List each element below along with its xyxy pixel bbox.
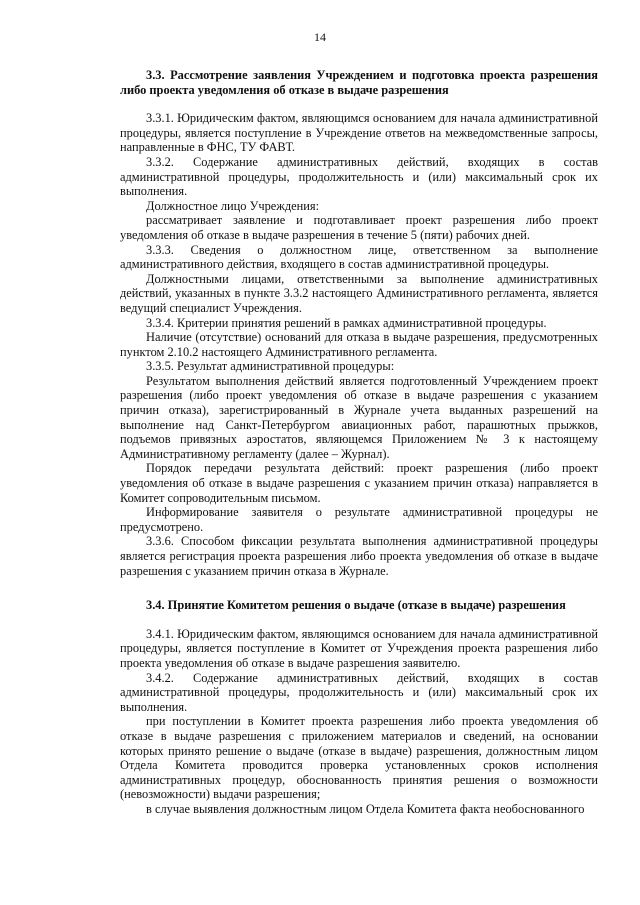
paragraph: Результатом выполнения действий является подготовленный Учреждением проект разрешения (либо проект уведомления об отказе в выдаче разрешения с указанием причин отказа), зарегистрированный в Журнале учета выданных разрешений на выполнение над Санкт-Петербургом авиационных работ, парашютных прыжков, подъемов привязных аэростатов, являющемся Приложением № 3 к настоящему Административному регламенту (далее – Журнал). (120, 373, 598, 461)
paragraph: в случае выявления должностным лицом Отдела Комитета факта необоснованного (146, 801, 585, 816)
page-number: 14 (314, 30, 326, 44)
document-body (120, 68, 598, 817)
section-heading-3-3: 3.3. Рассмотрение заявления Учреждением и подготовка проекта разрешения либо проекта уведомления об отказе в выдаче разрешения (120, 68, 598, 97)
paragraph: 3.3.4. Критерии принятия решений в рамках административной процедуры. (146, 315, 547, 330)
paragraph: 3.3.3. Сведения о должностном лице, ответственном за выполнение административного действия, входящего в состав административной процедуры. (120, 242, 598, 272)
paragraph: Должностное лицо Учреждения: (146, 198, 320, 213)
paragraph: 3.3.1. Юридическим фактом, являющимся основанием для начала административной процедуры, является поступление в Учреждение ответов на межведомственные запросы, направленные в ФНС, ТУ ФАВТ. (120, 111, 598, 155)
paragraph: 3.3.5. Результат административной процедуры: (146, 359, 395, 374)
paragraph: 3.3.6. Способом фиксации результата выполнения административной процедуры является регистрация проекта разрешения либо проекта уведомления об отказе в выдаче разрешения с указанием причин отказа в Журнале. (120, 534, 598, 578)
paragraph: при поступлении в Комитет проекта разрешения либо проекта уведомления об отказе в выдаче разрешения с приложением материалов и сведений, на основании которых принято решение о выдаче (отказе в выдаче) разрешения, должностным лицом Отдела Комитета проводится проверка установленных сроков исполнения административных процедур, обоснованность принятия решения о возможности (невозможности) выдачи разрешения; (120, 714, 598, 802)
paragraph: Информирование заявителя о результате административной процедуры не предусмотрено. (120, 505, 598, 534)
paragraph: 3.4.1. Юридическим фактом, являющимся основанием для начала административной процедуры, является поступление в Комитет от Учреждения проекта разрешения либо проекта уведомления об отказе в выдаче разрешения заявителю. (120, 626, 598, 670)
paragraph: 3.4.2. Содержание административных действий, входящих в состав административной процедуры, продолжительность и (или) максимальный срок их выполнения. (120, 670, 598, 714)
paragraph: Наличие (отсутствие) оснований для отказа в выдаче разрешения, предусмотренных пунктом 2.10.2 настоящего Административного регламента. (120, 330, 598, 359)
paragraph: Должностными лицами, ответственными за выполнение административных действий, указанных в пункте 3.3.2 настоящего Административного регламента, является ведущий специалист Учреждения. (120, 271, 598, 315)
paragraph: Порядок передачи результата действий: проект разрешения (либо проект уведомления об отказе в выдаче разрешения с указанием причин отказа) направляется в Комитет сопроводительным письмом. (120, 461, 598, 505)
paragraph: рассматривает заявление и подготавливает проект разрешения либо проект уведомления об отказе в выдаче разрешения в течение 5 (пяти) рабочих дней. (120, 213, 598, 242)
section-heading-3-4: 3.4. Принятие Комитетом решения о выдаче (отказе в выдаче) разрешения (146, 598, 566, 613)
paragraph: 3.3.2. Содержание административных действий, входящих в состав административной процедуры, продолжительность и (или) максимальный срок их выполнения. (120, 154, 598, 199)
